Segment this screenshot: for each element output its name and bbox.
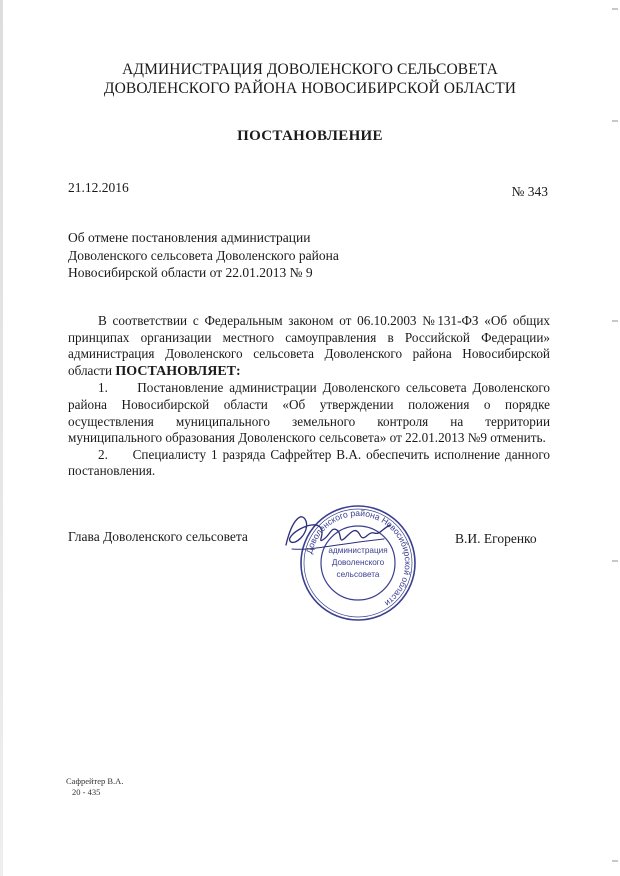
subject-line: Доволенского сельсовета Доволенского района: [68, 247, 339, 263]
signature-stroke: [286, 517, 390, 545]
seal-inner-line: сельсовета: [336, 570, 380, 579]
decree-item: 1. Постановление администрации Доволенского сельсовета Доволенского района Новосибирской области «Об утверждении положения о порядке осуществления муниципального земельного контроля на территории муниципального образования Доволенского сельсовета» от 22.01.2013 №9 отменить.: [68, 380, 550, 446]
subject-line: Об отмене постановления администрации: [68, 230, 311, 245]
preamble-paragraph: [68, 313, 550, 380]
document-date: 21.12.2016: [68, 180, 129, 195]
preamble-text: В соответствии с Федеральным законом от 06.10.2003 №131-ФЗ «Об общих принципах организации местного самоуправления в Российской Федерации» администрация Доволенского сельсовета Доволенского района Новосибирской области: [68, 313, 550, 378]
punch-mark: [612, 120, 618, 122]
punch-mark: [612, 320, 618, 322]
subject-line: Новосибирской области от 22.01.2013 № 9: [68, 265, 313, 280]
seal-inner-line: Доволенского: [331, 558, 385, 567]
org-header: [60, 60, 560, 98]
document-body: [68, 313, 550, 480]
seal-inner-line: администрация: [328, 546, 388, 555]
document-number: № 343: [511, 184, 548, 199]
author-name: Сафрейтер В.А.: [66, 776, 124, 786]
document-footer: [66, 776, 123, 797]
signatory-title: Глава Доволенского сельсовета: [68, 529, 248, 544]
org-header-line: АДМИНИСТРАЦИЯ ДОВОЛЕНСКОГО СЕЛЬСОВЕТА: [122, 61, 498, 78]
punch-mark: [612, 8, 618, 10]
punch-mark: [612, 860, 618, 862]
document-type: ПОСТАНОВЛЕНИЕ: [237, 128, 383, 144]
handwritten-signature: [272, 505, 402, 565]
author-phone: 20 - 435: [72, 786, 101, 797]
decree-word: ПОСТАНОВЛЯЕТ:: [115, 363, 241, 379]
org-header-line: ДОВОЛЕНСКОГО РАЙОНА НОВОСИБИРСКОЙ ОБЛАСТИ: [103, 80, 517, 97]
signature-underline: [292, 539, 384, 549]
punch-mark: [612, 560, 618, 562]
decree-item: 2. Специалисту 1 разряда Сафрейтер В.А. обеспечить исполнение данного постановления.: [68, 446, 550, 479]
signatory-name: В.И. Егоренко: [455, 531, 537, 546]
seal-outer-text: Доволенского района Новосибирской области: [303, 507, 414, 609]
document-subject: [68, 229, 398, 282]
